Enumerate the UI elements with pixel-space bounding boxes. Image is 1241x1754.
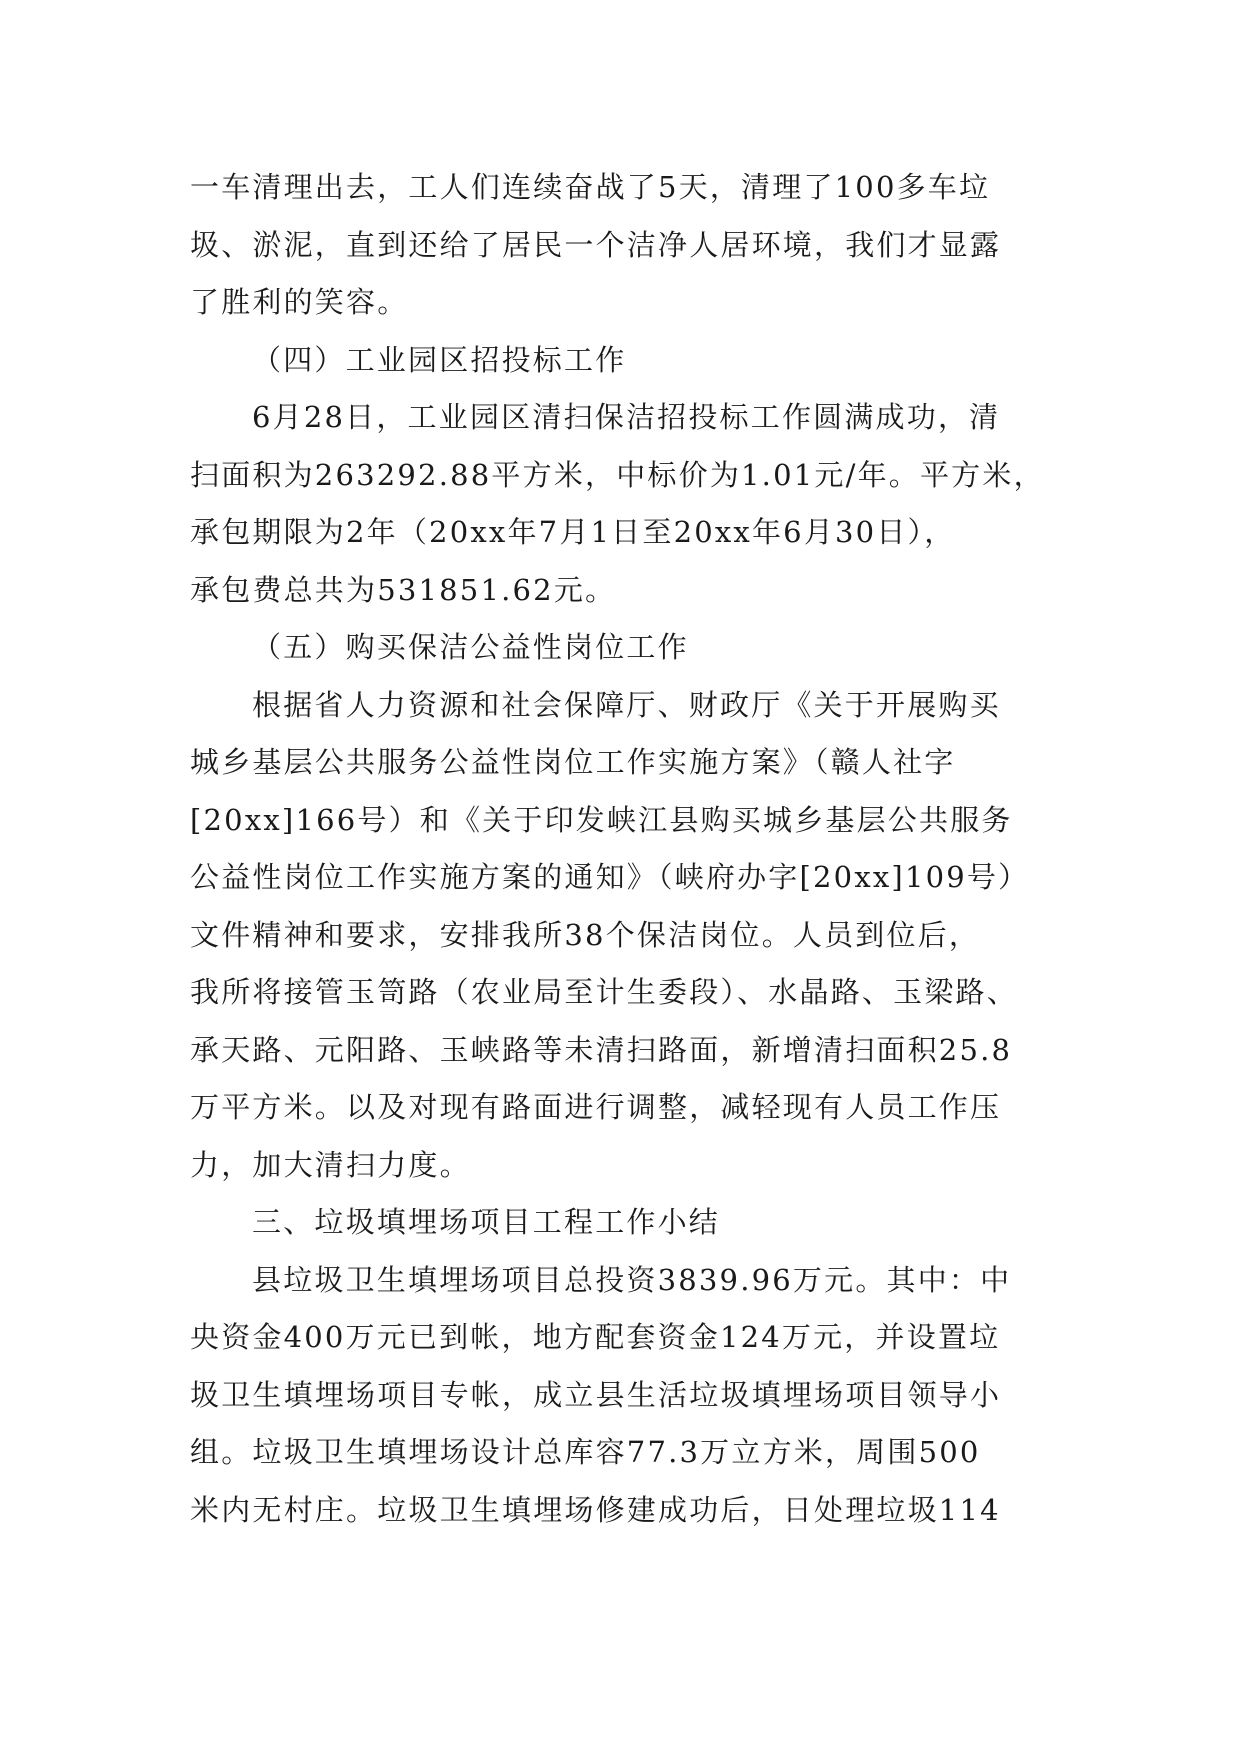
document-body [190,159,1050,1539]
text-line: 力，加大清扫力度。 [190,1147,471,1182]
text-line: 公益性岗位工作实施方案的通知》（峡府办字[20xx]109号） [190,860,1030,894]
text-line: 圾卫生填埋场项目专帐，成立县生活垃圾填埋场项目领导小 [190,1377,1002,1412]
text-line: 县垃圾卫生填埋场项目总投资3839.96万元。其中：中 [252,1262,1012,1297]
text-line: 我所将接管玉笥路（农业局至计生委段）、水晶路、玉梁路、 [190,975,1018,1009]
text-line: 城乡基层公共服务公益性岗位工作实施方案》（赣人社字 [190,745,956,779]
text-line: 6月28日，工业园区清扫保洁招投标工作圆满成功，清 [252,400,1001,434]
text-line: 圾、淤泥，直到还给了居民一个洁净人居环境，我们才显露 [190,227,1002,262]
section-heading: （五）购买保洁公益性岗位工作 [252,630,689,664]
text-line: 承包费总共为531851.62元。 [190,572,617,607]
text-line: 承天路、元阳路、玉峡路等未清扫路面，新增清扫面积25.8 [190,1032,1013,1067]
section-heading: （四）工业园区招投标工作 [252,342,627,377]
text-line: 了胜利的笑容。 [190,285,409,319]
section-heading: 三、垃圾填埋场项目工程工作小结 [252,1205,721,1239]
text-line: 组。垃圾卫生填埋场设计总库容77.3万立方米，周围500 [190,1435,981,1469]
text-line: 万平方米。以及对现有路面进行调整，减轻现有人员工作压 [190,1090,1002,1124]
text-line: 扫面积为263292.88平方米，中标价为1.01元/年。平方米， [190,457,1045,492]
text-line: 根据省人力资源和社会保障厅、财政厅《关于开展购买 [252,687,1001,722]
text-line: 米内无村庄。垃圾卫生填埋场修建成功后，日处理垃圾114 [190,1492,1001,1527]
text-line: 承包期限为2年（20xx年7月1日至20xx年6月30日）， [190,515,956,549]
text-line: 一车清理出去，工人们连续奋战了5天，清理了100多车垃 [190,170,991,204]
text-line: [20xx]166号）和《关于印发峡江县购买城乡基层公共服务 [190,802,1013,837]
text-line: 文件精神和要求，安排我所38个保洁岗位。人员到位后， [190,917,981,952]
text-line: 央资金400万元已到帐，地方配套资金124万元，并设置垃 [190,1320,1001,1354]
